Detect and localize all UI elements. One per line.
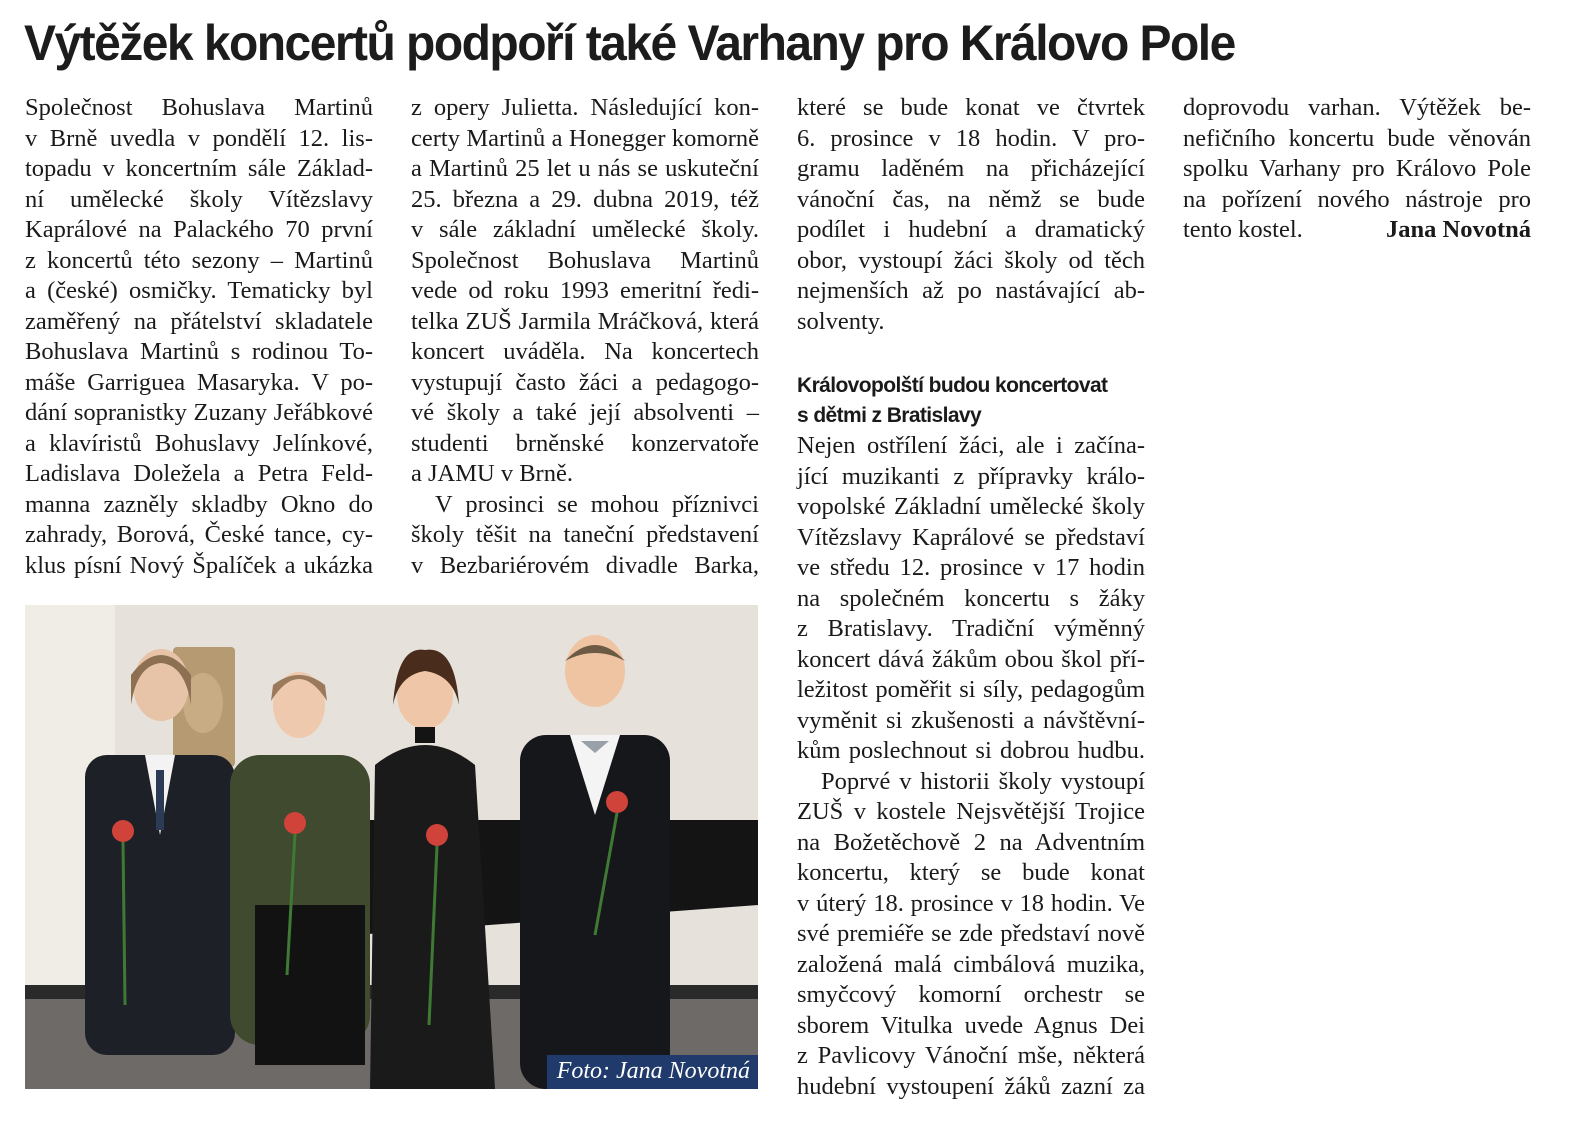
text-line: vánoční čas, na němž se bude <box>797 185 1145 213</box>
text-line: které se bude konat ve čtvrtek <box>797 94 1145 121</box>
text-line: ní umělecké školy Vítězslavy <box>25 185 373 213</box>
text-line: z koncertů této sezony – Martinů <box>25 246 373 274</box>
text-line: solventy. <box>797 307 885 335</box>
text-line: a klavíristů Bohuslavy Jelínkové, <box>25 429 373 457</box>
text-line: Poprvé v historii školy vystoupí <box>821 767 1145 795</box>
text-line: Ladislava Doležela a Petra Feld- <box>25 460 373 487</box>
group-photo-icon <box>25 605 758 1089</box>
text-line: certy Martinů a Honegger komorně <box>411 124 759 152</box>
article-headline: Výtěžek koncertů podpoří také Varhany pro Královo Pole <box>24 15 1235 71</box>
text-line: koncert uváděla. Na koncertech <box>411 338 759 365</box>
text-line: studenti brněnské konzervatoře <box>411 429 759 457</box>
text-line: z Bratislavy. Tradiční výměnný <box>797 615 1145 642</box>
photo-credit: Foto: Jana Novotná <box>547 1055 758 1089</box>
subheading-line: s dětmi z Bratislavy <box>797 404 982 427</box>
last-line <box>1183 215 1531 246</box>
text-line: Společnost Bohuslava Martinů <box>25 94 373 121</box>
text-line: nefičního koncertu bude věnován <box>1183 124 1531 152</box>
text-line: sborem Vitulka uvede Agnus Dei <box>797 1011 1145 1039</box>
text-line: vyměnit si zkušenosti a návštěvní- <box>797 706 1145 734</box>
text-line: ZUŠ v kostele Nejsvětější Trojice <box>797 798 1145 825</box>
text-line: koncert dává žákům obou škol pří- <box>797 645 1145 673</box>
text-line: V prosinci se mohou příznivci <box>435 490 759 518</box>
text-line: koncertu, který se bude konat <box>797 859 1145 886</box>
text-line: 6. prosince v 18 hodin. V pro- <box>797 124 1145 152</box>
article-column-3 <box>797 93 1145 1102</box>
text-line: v sále základní umělecké školy. <box>411 216 759 243</box>
text-line: ležitost poměřit si síly, pedagogům <box>797 676 1145 703</box>
text-line: založená malá cimbálová muzika, <box>797 950 1145 978</box>
text-line: školy těšit na taneční představení <box>411 521 759 548</box>
text-line: Nejen ostřílení žáci, ale i začína- <box>797 432 1145 459</box>
text-line: Kaprálové na Palackého 70 první <box>25 216 373 243</box>
text-line: a JAMU v Brně. <box>411 460 573 487</box>
text-line: zaměřený na přátelství skladatele <box>25 307 373 335</box>
text-line: smyčcový komorní orchestr se <box>797 981 1145 1008</box>
text-line: klus písní Nový Špalíček a ukázka <box>25 551 373 579</box>
text-line: v úterý 18. prosince v 18 hodin. Ve <box>797 889 1145 917</box>
text-line: a (české) osmičky. Tematicky byl <box>25 277 373 304</box>
text-line: kům poslechnout si dobrou hudbu. <box>797 737 1145 764</box>
text-line: z Pavlicovy Vánoční mše, některá <box>797 1042 1145 1069</box>
text-line: obor, vystoupí žáci školy od těch <box>797 246 1145 274</box>
text-line: manna zazněly skladby Okno do <box>25 490 373 518</box>
text-line: Bohuslava Martinů s rodinou To- <box>25 338 373 365</box>
article-column-2 <box>411 93 759 581</box>
text-line: vystupují často žáci a pedagogo- <box>411 368 759 396</box>
text-line: gramu laděném na přicházející <box>797 155 1145 182</box>
text-line: nejmenších až po nastávající ab- <box>797 277 1145 304</box>
subheading <box>797 371 1145 431</box>
text-line: 25. března a 29. dubna 2019, též <box>411 185 759 213</box>
article-author: Jana Novotná <box>1386 216 1531 243</box>
text-line: vede od roku 1993 emeritní ředi- <box>411 277 759 304</box>
text-line: na pořízení nového nástroje pro <box>1183 185 1531 213</box>
text-line: a Martinů 25 let u nás se uskuteční <box>411 155 759 182</box>
text-line: v Brně uvedla v pondělí 12. lis- <box>25 124 373 152</box>
text-line: Vítězslavy Kaprálové se představí <box>797 523 1145 551</box>
text-line: hudební vystoupení žáků zazní za <box>797 1072 1145 1100</box>
text-line: v Bezbariérovém divadle Barka, <box>411 551 759 579</box>
text-line: telka ZUŠ Jarmila Mráčková, která <box>411 307 759 335</box>
text-line: máše Garriguea Masaryka. V po- <box>25 368 373 396</box>
text-line: doprovodu varhan. Výtěžek be- <box>1183 94 1531 121</box>
text-line: spolku Varhany pro Královo Pole <box>1183 155 1531 182</box>
text-line: zahrady, Borová, České tance, cy- <box>25 521 373 548</box>
text-line: dání sopranistky Zuzany Jeřábkové <box>25 399 373 426</box>
text-line: vopolské Základní umělecké školy <box>797 493 1145 520</box>
article-column-1 <box>25 93 373 581</box>
text-line: podílet i hudební a dramatický <box>797 216 1145 243</box>
text-line: jící muzikanti z přípravky králo- <box>797 462 1145 490</box>
article-photo <box>25 605 758 1089</box>
article-column-4 <box>1183 93 1531 246</box>
text-line: topadu v koncertním sále Základ- <box>25 155 373 182</box>
text-line: vé školy a také její absolventi – <box>411 399 759 426</box>
text-line: Společnost Bohuslava Martinů <box>411 246 759 274</box>
text-line: z opery Julietta. Následující kon- <box>411 94 759 121</box>
subheading-line: Královopolští budou koncertovat <box>797 374 1108 397</box>
text-line: tento kostel. <box>1183 216 1303 243</box>
text-line: na společném koncertu s žáky <box>797 584 1145 612</box>
text-line: své premiéře se zde představí nově <box>797 920 1145 947</box>
text-line: ve středu 12. prosince v 17 hodin <box>797 554 1145 581</box>
text-line: na Božetěchově 2 na Adventním <box>797 828 1145 856</box>
